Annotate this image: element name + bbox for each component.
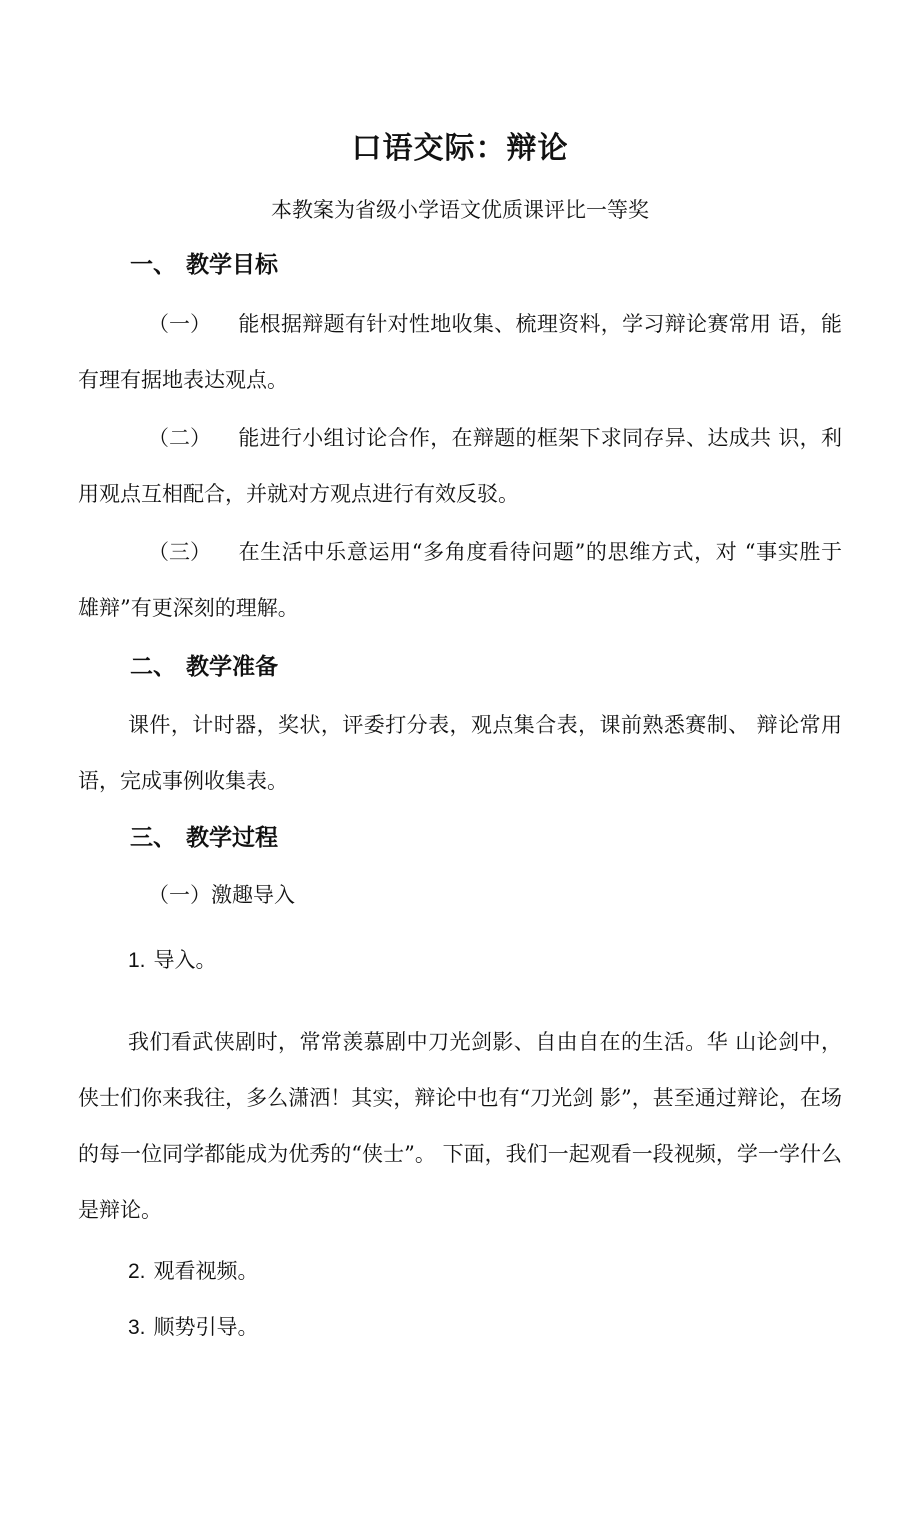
goal-paragraph-2 — [78, 410, 842, 522]
page-title: 口语交际：辩论 — [351, 131, 569, 166]
step-item-1 — [128, 944, 217, 977]
goal-text: 能进行小组讨论合作，在辩题的框架下求同存异、达成共 识，利用观点互相配合，并就对方观点进行有效反驳。 — [78, 426, 842, 506]
step-number: 3. — [128, 1316, 146, 1339]
section-title: 教学目标 — [186, 252, 278, 278]
page-subtitle: 本教案为省级小学语文优质课评比一等奖 — [271, 198, 649, 222]
goal-label: （一） — [148, 312, 211, 336]
goal-label: （三） — [148, 540, 211, 564]
section-title: 教学过程 — [186, 825, 278, 851]
step-text: 导入。 — [153, 948, 217, 972]
step-item-3 — [128, 1311, 259, 1344]
section-number: 三、 — [130, 825, 176, 851]
step-text: 观看视频。 — [153, 1259, 259, 1283]
step-number: 2. — [128, 1260, 146, 1283]
step-number: 1. — [128, 949, 146, 972]
goal-label: （二） — [148, 426, 211, 450]
step-text: 顺势引导。 — [153, 1315, 259, 1339]
step-item-2 — [128, 1255, 259, 1288]
preparation-paragraph: 课件，计时器，奖状，评委打分表，观点集合表，课前熟悉赛制、 辩论常用语，完成事例收集表。 — [78, 713, 842, 793]
section-heading-process — [130, 821, 278, 855]
section-heading-preparation — [130, 650, 278, 684]
subsection-title: （一）激趣导入 — [148, 883, 295, 907]
section-title: 教学准备 — [186, 654, 278, 680]
goal-text: 在生活中乐意运用“多角度看待问题”的思维方式，对 “事实胜于雄辩”有更深刻的理解。 — [78, 540, 842, 620]
section-number: 二、 — [130, 654, 176, 680]
goal-paragraph-1 — [78, 296, 842, 408]
goal-paragraph-3 — [78, 524, 842, 636]
section-heading-goals — [130, 248, 278, 282]
section-number: 一、 — [130, 252, 176, 278]
intro-paragraph: 我们看武侠剧时，常常羡慕剧中刀光剑影、自由自在的生活。华 山论剑中，侠士们你来我往，多么潇洒！其实，辩论中也有“刀光剑 影”，甚至通过辩论，在场的每一位同学都能成为优秀的“侠士”。 下面，我们一起观看一段视频，学一学什么是辩论。 — [78, 1030, 842, 1222]
goal-text: 能根据辩题有针对性地收集、梳理资料，学习辩论赛常用 语，能有理有据地表达观点。 — [78, 312, 842, 392]
